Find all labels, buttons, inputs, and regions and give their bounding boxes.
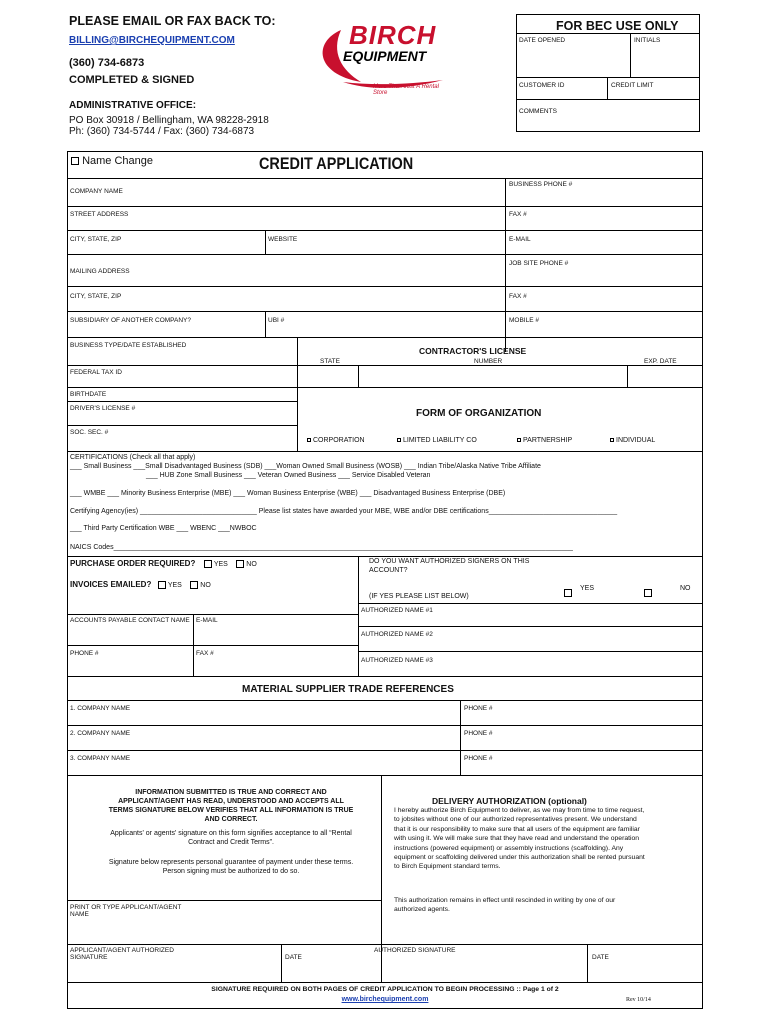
individual-label: INDIVIDUAL: [616, 437, 656, 444]
bec-initials-label: INITIALS: [634, 37, 661, 44]
info-personal-guarantee: Signature below represents personal guarantee of payment under these terms. Person signing must be authorized to do so.: [108, 859, 354, 876]
license-exp-date-label: EXP. DATE: [644, 358, 677, 365]
fax-label: FAX #: [509, 211, 527, 218]
third-party-cert-line: ___ Third Party Certification WBE ___ WBENC ___NWBOC: [70, 525, 257, 532]
mailing-address-label: MAILING ADDRESS: [70, 268, 130, 275]
trade-references-heading: MATERIAL SUPPLIER TRADE REFERENCES: [242, 684, 454, 695]
admin-phone-fax: Ph: (360) 734-5744 / Fax: (360) 734-6873: [69, 126, 255, 137]
footer-website-link[interactable]: www.birchequipment.com: [341, 996, 429, 1003]
drivers-license-label: DRIVER'S LICENSE #: [70, 405, 136, 412]
ap-contact-label: ACCOUNTS PAYABLE CONTACT NAME: [70, 617, 190, 624]
name-change-checkbox[interactable]: [71, 157, 79, 165]
subsidiary-label: SUBSIDIARY OF ANOTHER COMPANY?: [70, 317, 191, 324]
po-yes-checkbox[interactable]: [204, 560, 212, 568]
org-individual-option[interactable]: [610, 437, 655, 444]
footer-revision: Rev 10/14: [626, 997, 651, 1003]
soc-sec-label: SOC. SEC. #: [70, 429, 109, 436]
llc-label: LIMITED LIABILITY CO: [403, 437, 477, 444]
street-address-label: STREET ADDRESS: [70, 211, 129, 218]
name-change-label: Name Change: [82, 155, 153, 167]
trade-ref-3-company: 3. COMPANY NAME: [70, 755, 131, 762]
mobile-label: MOBILE #: [509, 317, 539, 324]
auth-no-label: NO: [680, 585, 691, 592]
job-site-phone-label: JOB SITE PHONE #: [509, 260, 569, 267]
invoice-yes-label: YES: [167, 582, 182, 589]
org-corporation-option[interactable]: [307, 437, 365, 444]
ap-email-label: E-MAIL: [196, 617, 218, 624]
bec-comments-label: COMMENTS: [519, 108, 557, 115]
name-change-option[interactable]: [71, 155, 153, 167]
birthdate-label: BIRTHDATE: [70, 391, 107, 398]
applicant-date-label: DATE: [285, 954, 302, 961]
federal-tax-id-label: FEDERAL TAX ID: [70, 369, 122, 376]
corporation-label: CORPORATION: [313, 437, 365, 444]
billing-email-link[interactable]: BILLING@BIRCHEQUIPMENT.COM: [69, 35, 235, 46]
bec-date-opened-label: DATE OPENED: [519, 37, 566, 44]
if-yes-list-below: (IF YES PLEASE LIST BELOW): [369, 593, 469, 600]
llc-checkbox[interactable]: [397, 438, 401, 442]
po-required-row: [70, 559, 257, 568]
corporation-checkbox[interactable]: [307, 438, 311, 442]
bec-customer-id-label: CUSTOMER ID: [519, 82, 565, 89]
invoice-yes-checkbox[interactable]: [158, 581, 166, 589]
certifications-line-2: ___ HUB Zone Small Business ___ Veteran Owned Business ___ Service Disabled Veteran: [146, 472, 431, 479]
invoices-emailed-row: [70, 580, 211, 589]
invoice-no-label: NO: [200, 582, 211, 589]
applicant-signature-label: APPLICANT/AGENT AUTHORIZED SIGNATURE: [70, 947, 174, 962]
email-label: E-MAIL: [509, 236, 531, 243]
authorized-name-3-label: AUTHORIZED NAME #3: [361, 657, 433, 664]
trade-ref-1-company: 1. COMPANY NAME: [70, 705, 131, 712]
auth-no-checkbox[interactable]: [644, 589, 652, 597]
birch-logo: [313, 22, 453, 97]
partnership-label: PARTNERSHIP: [523, 437, 573, 444]
license-number-label: NUMBER: [474, 358, 503, 365]
ap-fax-label: FAX #: [196, 650, 214, 657]
invoice-no-checkbox[interactable]: [190, 581, 198, 589]
po-no-label: NO: [246, 561, 257, 568]
individual-checkbox[interactable]: [610, 438, 614, 442]
trade-ref-2-company: 2. COMPANY NAME: [70, 730, 131, 737]
info-signature-acceptance: Applicants' or agents' signature on this form signifies acceptance to all “Rental Contract and Credit Terms”.: [110, 830, 352, 847]
contractors-license-heading: CONTRACTOR'S LICENSE: [419, 346, 527, 356]
website-label: WEBSITE: [268, 236, 298, 243]
invoices-emailed-label: INVOICES EMAILED?: [70, 580, 152, 589]
ubi-label: UBI #: [268, 317, 285, 324]
po-required-label: PURCHASE ORDER REQUIRED?: [70, 559, 196, 568]
certifying-agency-line: Certifying Agency(ies) ______________________________ Please list states have awarded your MBE, WBE and/or DBE certifications_________________________________: [70, 508, 618, 515]
company-name-label: COMPANY NAME: [70, 188, 123, 195]
naics-codes-line: NAICS Codes______________________________________________________________________________________________________________________: [70, 544, 573, 551]
delivery-auth-body: I hereby authorize Birch Equipment to deliver, as we may from time to time request, to jobsites without one of our authorized representatives present. We understand that it is our responsibility to make sure that all users of the equipment are familiar with using it. We will make sure that they have read and understand the operation instructions (powered equipment) or assembly instructions (scaffolding). Any equipment or scaffolding delivered under this authorization shall be rented pursuant to Birch Equipment standard terms.: [394, 807, 645, 871]
logo-tagline: More Than Just A Rental Store: [373, 84, 439, 96]
business-phone-label: BUSINESS PHONE #: [509, 181, 573, 188]
authorized-name-2-label: AUTHORIZED NAME #2: [361, 631, 433, 638]
authorized-signature-label: AUTHORIZED SIGNATURE: [374, 947, 456, 954]
city-state-zip-label: CITY, STATE, ZIP: [70, 236, 122, 243]
org-llc-option[interactable]: [397, 437, 477, 444]
authorized-name-1-label: AUTHORIZED NAME #1: [361, 607, 433, 614]
ap-phone-label: PHONE #: [70, 650, 99, 657]
delivery-auth-remains: This authorization remains in effect until rescinded in writing by one of our authorized agents.: [394, 897, 616, 914]
fax-back-heading: PLEASE EMAIL OR FAX BACK TO:: [69, 14, 276, 28]
authorized-date-label: DATE: [592, 954, 609, 961]
auth-yes-checkbox[interactable]: [564, 589, 572, 597]
delivery-auth-heading: DELIVERY AUTHORIZATION (optional): [432, 796, 587, 806]
completed-signed-text: COMPLETED & SIGNED: [69, 74, 195, 86]
print-name-label: PRINT OR TYPE APPLICANT/AGENT NAME: [70, 904, 182, 919]
certifications-line-1: ___ Small Business ___Small Disadvantaged Business (SDB) ___Woman Owned Small Business (WOSB) ___ Indian Tribe/Alaska Native Tribe Affiliate: [70, 463, 541, 470]
trade-ref-1-phone: PHONE #: [464, 705, 493, 712]
org-partnership-option[interactable]: [517, 437, 572, 444]
bec-credit-limit-label: CREDIT LIMIT: [611, 82, 654, 89]
footer-notice: SIGNATURE REQUIRED ON BOTH PAGES OF CREDIT APPLICATION TO BEGIN PROCESSING :: Page 1 of 2: [211, 986, 559, 993]
header-phone: (360) 734-6873: [69, 57, 145, 69]
po-yes-label: YES: [213, 561, 228, 568]
partnership-checkbox[interactable]: [517, 438, 521, 442]
trade-ref-3-phone: PHONE #: [464, 755, 493, 762]
fax-2-label: FAX #: [509, 293, 527, 300]
admin-office-heading: ADMINISTRATIVE OFFICE:: [69, 100, 197, 111]
business-type-label: BUSINESS TYPE/DATE ESTABLISHED: [70, 342, 187, 349]
authorized-signers-question: DO YOU WANT AUTHORIZED SIGNERS ON THIS ACCOUNT?: [369, 558, 530, 574]
certifications-heading: CERTIFICATIONS (Check all that apply): [70, 454, 196, 461]
trade-ref-2-phone: PHONE #: [464, 730, 493, 737]
form-title: CREDIT APPLICATION: [259, 154, 414, 173]
bec-title: FOR BEC USE ONLY: [556, 19, 679, 33]
auth-yes-label: YES: [580, 585, 595, 592]
certifications-line-3: ___ WMBE ___ Minority Business Enterprise (MBE) ___ Woman Business Enterprise (WBE) ___ Disadvantaged Business Enterprise (DBE): [70, 490, 506, 497]
license-state-label: STATE: [320, 358, 340, 365]
info-true-statement: INFORMATION SUBMITTED IS TRUE AND CORRECT AND APPLICANT/AGENT HAS READ, UNDERSTOOD AND ACCEPTS ALL TERMS SIGNATURE BELOW VERIFIES THAT ALL INFORMATION IS TRUE AND CORRECT.: [108, 789, 354, 824]
form-of-organization-heading: FORM OF ORGANIZATION: [416, 408, 542, 419]
po-no-checkbox[interactable]: [236, 560, 244, 568]
logo-equipment-text: EQUIPMENT: [343, 48, 427, 64]
logo-birch-text: BIRCH: [349, 20, 437, 50]
city-state-zip-2-label: CITY, STATE, ZIP: [70, 293, 122, 300]
admin-po-box: PO Box 30918 / Bellingham, WA 98228-2918: [69, 115, 269, 126]
